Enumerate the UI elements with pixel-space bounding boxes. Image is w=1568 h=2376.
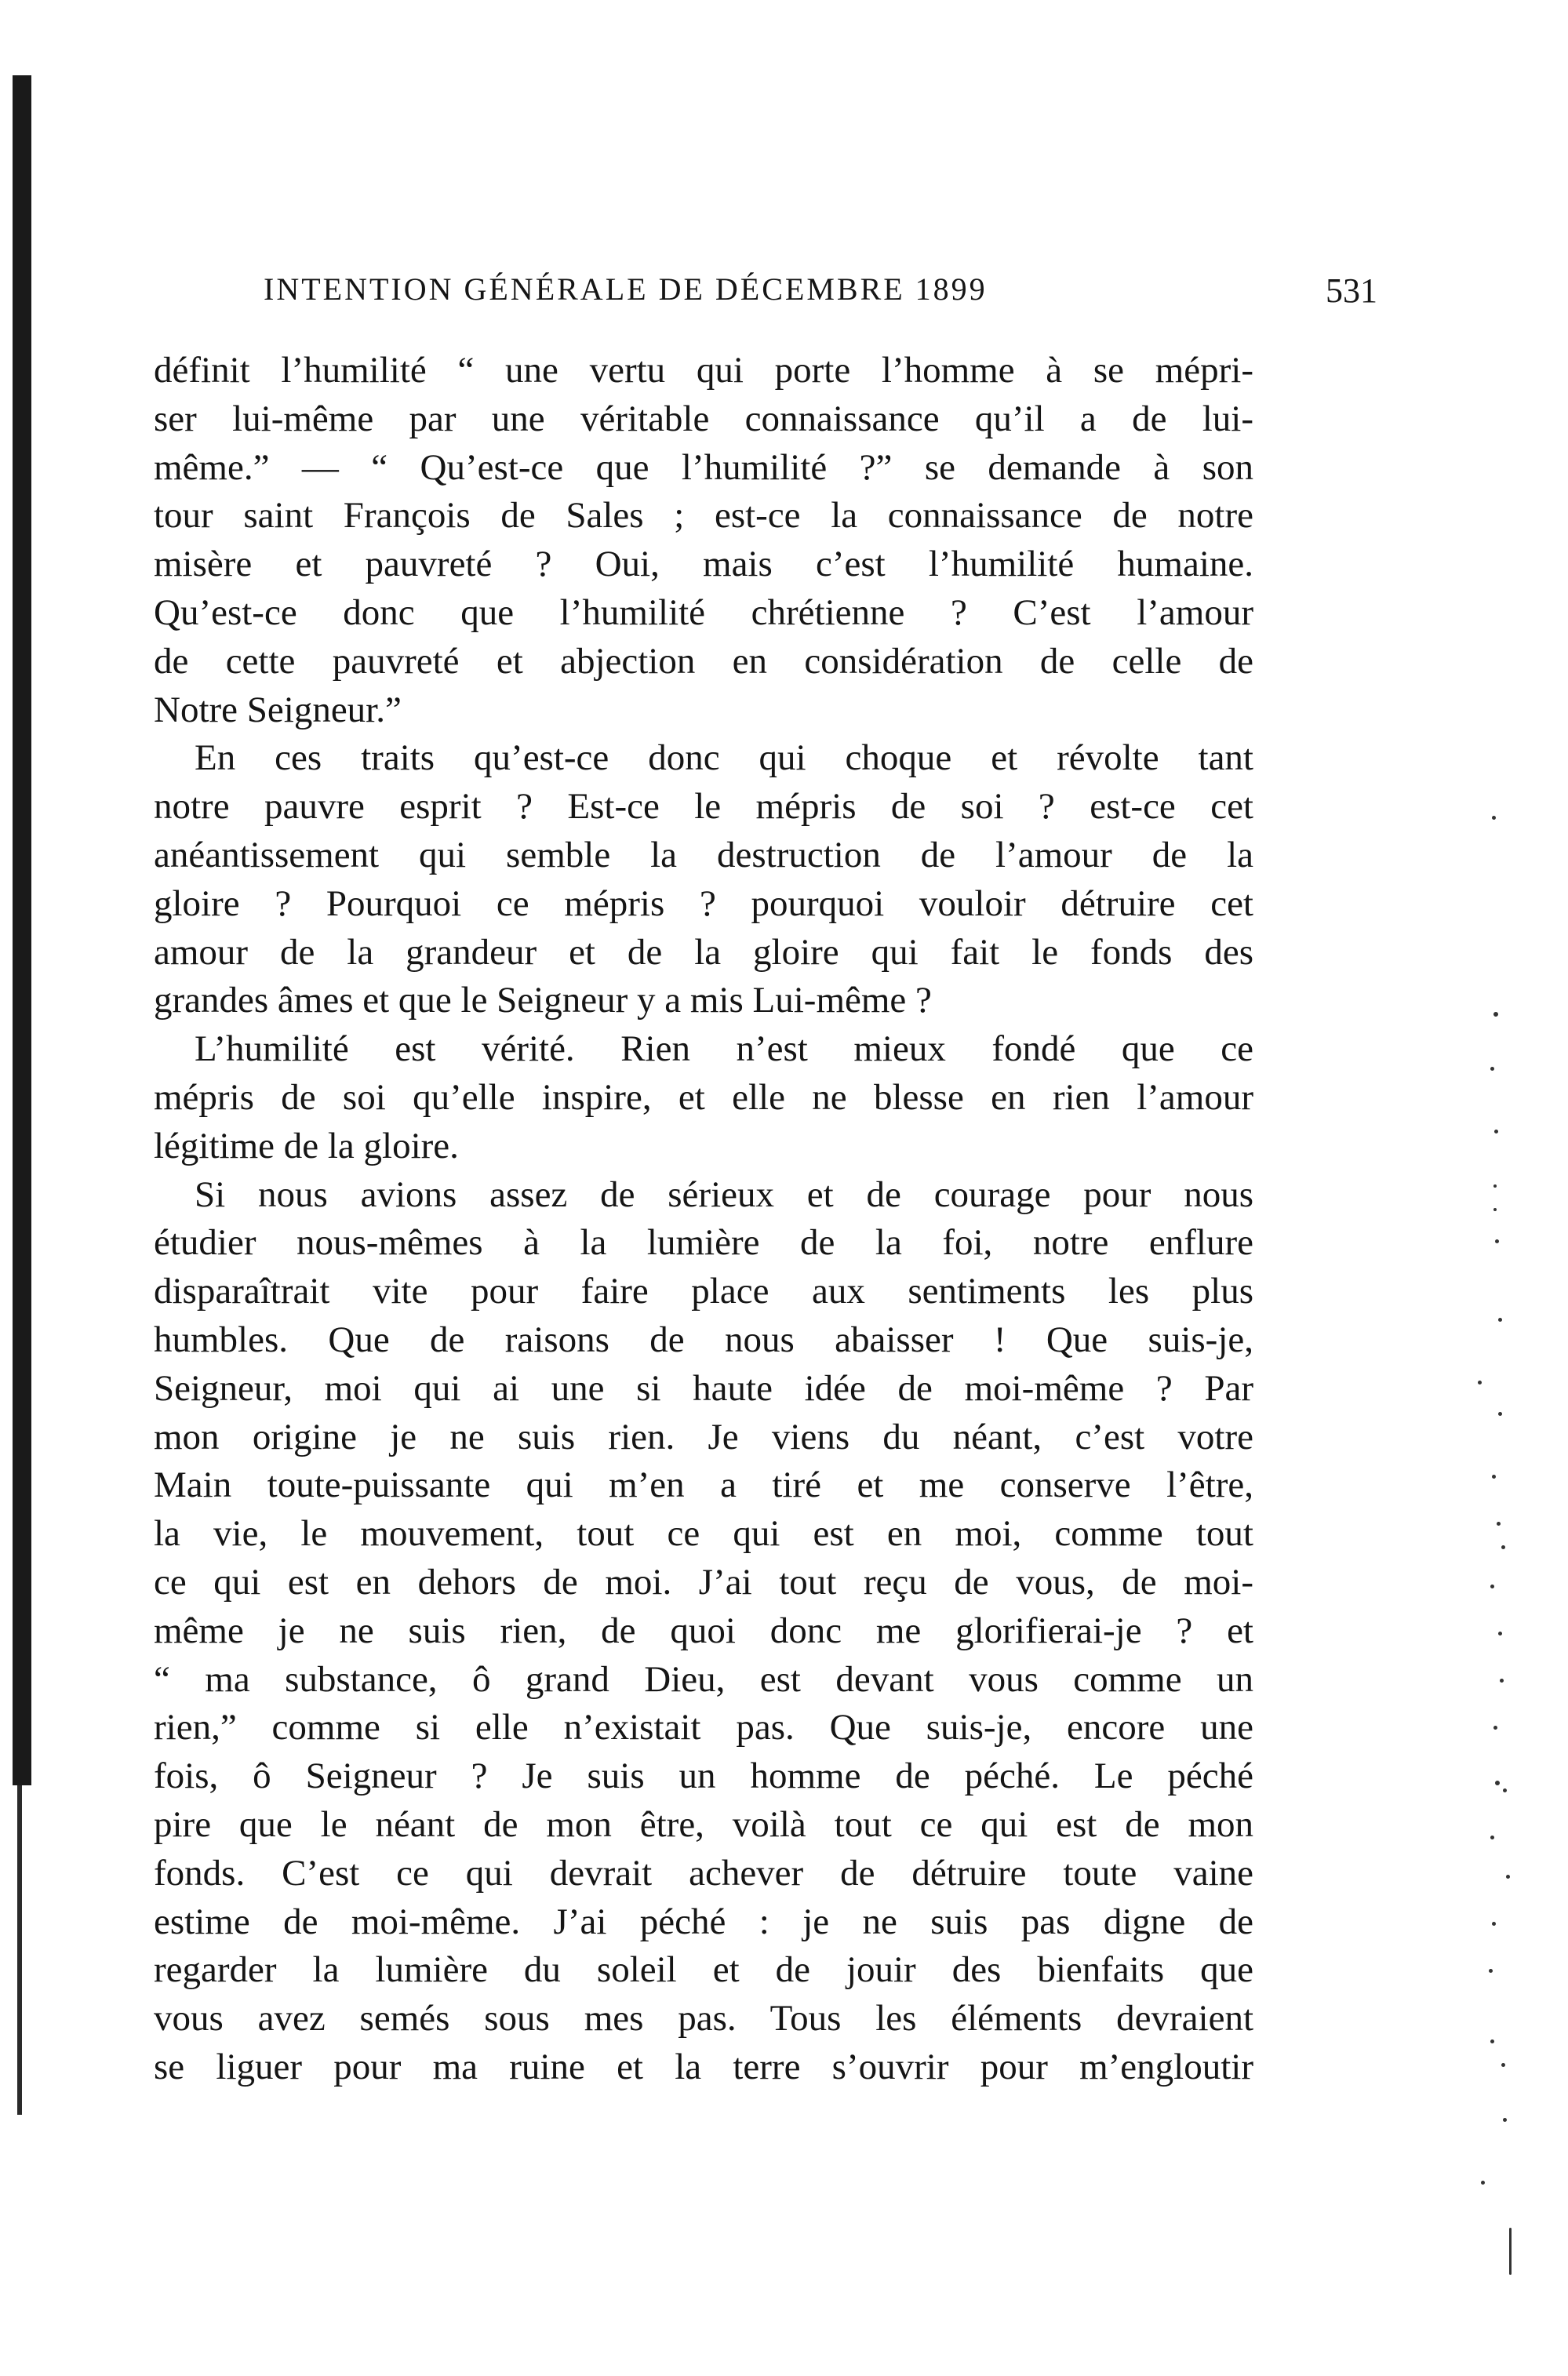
text-line: amour de la grandeur et de la gloire qui fait le fonds des — [154, 931, 1253, 973]
page-binding-shadow — [13, 75, 31, 1785]
text-line: se liguer pour ma ruine et la terre s’ouvrir pour m’engloutir — [154, 2046, 1253, 2087]
text-line: la vie, le mouvement, tout ce qui est en moi, comme tout — [154, 1513, 1253, 1555]
page-number: 531 — [1326, 271, 1377, 310]
text-line: L’humilité est vérité. Rien n’est mieux fondé que ce — [195, 1028, 1253, 1070]
text-line: tour saint François de Sales ; est-ce la connaissance de notre — [154, 495, 1253, 537]
text-line: vous avez semés sous mes pas. Tous les éléments devraient — [154, 1998, 1253, 2039]
text-line: estime de moi-même. J’ai péché : je ne suis pas digne de — [154, 1901, 1253, 1942]
text-line: mépris de soi qu’elle inspire, et elle ne blesse en rien l’amour — [154, 1076, 1253, 1118]
text-line: En ces traits qu’est-ce donc qui choque et révolte tant — [195, 737, 1253, 779]
text-line: Notre Seigneur.” — [154, 689, 402, 730]
text-line: “ ma substance, ô grand Dieu, est devant vous comme un — [154, 1658, 1253, 1700]
bleed-through-marks — [1475, 816, 1553, 2345]
text-line: disparaîtrait vite pour faire place aux sentiments les plus — [154, 1271, 1253, 1312]
header-title: INTENTION GÉNÉRALE DE DÉCEMBRE 1899 — [264, 271, 988, 307]
text-line: définit l’humilité “ une vertu qui porte l’homme à se mépri- — [154, 350, 1253, 391]
text-line: pire que le néant de mon être, voilà tout ce qui est de mon — [154, 1803, 1253, 1845]
text-line: rien,” comme si elle n’existait pas. Que suis-je, encore une — [154, 1707, 1253, 1748]
text-line: Seigneur, moi qui ai une si haute idée de moi-même ? Par — [154, 1367, 1253, 1409]
text-line: Main toute-puissante qui m’en a tiré et me conserve l’être, — [154, 1465, 1253, 1506]
text-line: de cette pauvreté et abjection en considération de celle de — [154, 640, 1253, 682]
text-line: mon origine je ne suis rien. Je viens du néant, c’est votre — [154, 1416, 1253, 1457]
text-line: misère et pauvreté ? Oui, mais c’est l’humilité humaine. — [154, 544, 1253, 585]
text-line: ser lui-même par une véritable connaissance qu’il a de lui- — [154, 398, 1253, 439]
text-line: même je ne suis rien, de quoi donc me glorifierai-je ? et — [154, 1610, 1253, 1651]
text-line: Si nous avions assez de sérieux et de courage pour nous — [195, 1173, 1253, 1215]
text-line: fonds. C’est ce qui devrait achever de détruire toute vaine — [154, 1852, 1253, 1894]
text-line: humbles. Que de raisons de nous abaisser ! Que suis-je, — [154, 1319, 1253, 1360]
text-line: notre pauvre esprit ? Est-ce le mépris de soi ? est-ce cet — [154, 786, 1253, 828]
running-header — [264, 271, 1377, 326]
text-line: regarder la lumière du soleil et de jouir des bienfaits que — [154, 1949, 1253, 1991]
text-line: grandes âmes et que le Seigneur y a mis Lui-même ? — [154, 980, 932, 1021]
text-line: ce qui est en dehors de moi. J’ai tout reçu de vous, de moi- — [154, 1561, 1253, 1603]
text-line: fois, ô Seigneur ? Je suis un homme de péché. Le péché — [154, 1756, 1253, 1797]
text-line: gloire ? Pourquoi ce mépris ? pourquoi vouloir détruire cet — [154, 882, 1253, 924]
text-line: légitime de la gloire. — [154, 1125, 459, 1166]
text-line: même.” — “ Qu’est-ce que l’humilité ?” se demande à son — [154, 446, 1253, 488]
text-line: étudier nous-mêmes à la lumière de la foi, notre enflure — [154, 1222, 1253, 1264]
body-text — [154, 347, 1253, 2092]
text-line: anéantissement qui semble la destruction de l’amour de la — [154, 834, 1253, 875]
page-binding-shadow-lower — [17, 1785, 22, 2115]
text-line: Qu’est-ce donc que l’humilité chrétienne ? C’est l’amour — [154, 591, 1253, 633]
